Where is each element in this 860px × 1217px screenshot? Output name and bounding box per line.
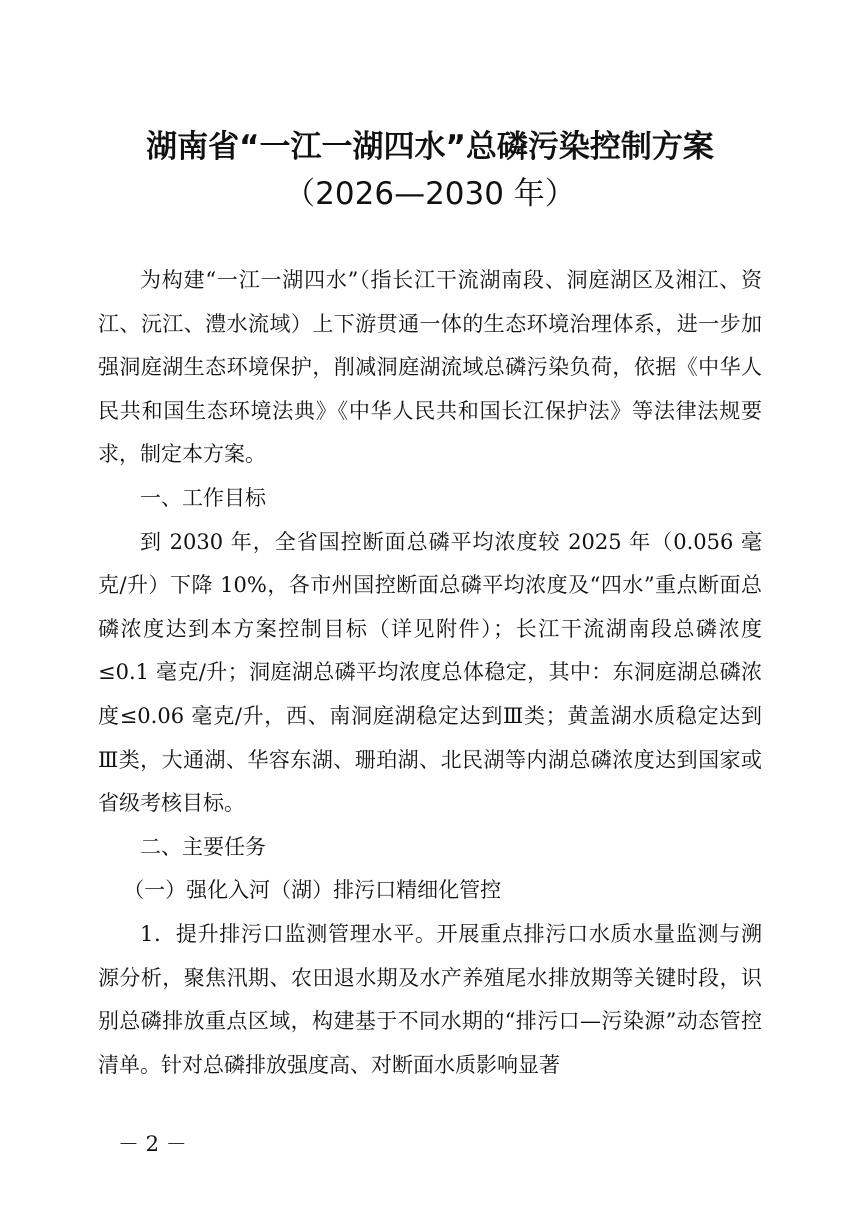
- goals-paragraph: 到 2030 年，全省国控断面总磷平均浓度较 2025 年（0.056 毫克/升）下降 10%，各市州国控断面总磷平均浓度及“四水”重点断面总磷浓度达到本方案控制目标（详见附件）；长江干流湖南段总磷浓度≤0.1 毫克/升；洞庭湖总磷平均浓度总体稳定，其中：东洞庭湖总磷浓度≤0.06 毫克/升，西、南洞庭湖稳定达到Ⅲ类；黄盖湖水质稳定达到Ⅲ类，大通湖、华容东湖、珊珀湖、北民湖等内湖总磷浓度达到国家或省级考核目标。: [98, 529, 762, 816]
- task-item-1-paragraph: 1．提升排污口监测管理水平。开展重点排污口水质水量监测与溯源分析，聚焦汛期、农田退水期及水产养殖尾水排放期等关键时段，识别总磷排放重点区域，构建基于不同水期的“排污口—污染源”动态管控清单。针对总磷排放强度高、对断面水质影响显著: [98, 921, 762, 1077]
- page-number: － 2 －: [118, 1132, 187, 1156]
- intro-paragraph: 为构建“一江一湖四水”（指长江干流湖南段、洞庭湖区及湘江、资江、沅江、澧水流域）上下游贯通一体的生态环境治理体系，进一步加强洞庭湖生态环境保护，削减洞庭湖流域总磷污染负荷，依据《中华人民共和国生态环境法典》《中华人民共和国长江保护法》等法律法规要求，制定本方案。: [98, 268, 762, 467]
- document-title: 湖南省“一江一湖四水”总磷污染控制方案: [146, 129, 714, 165]
- section-heading-goals: 一、工作目标: [140, 485, 266, 510]
- document-period: （2026—2030 年）: [284, 176, 576, 212]
- section-heading-tasks: 二、主要任务: [140, 834, 266, 859]
- subsection-heading-outfall-control: （一）强化入河（湖）排污口精细化管控: [123, 878, 502, 903]
- document-body: [98, 259, 762, 1087]
